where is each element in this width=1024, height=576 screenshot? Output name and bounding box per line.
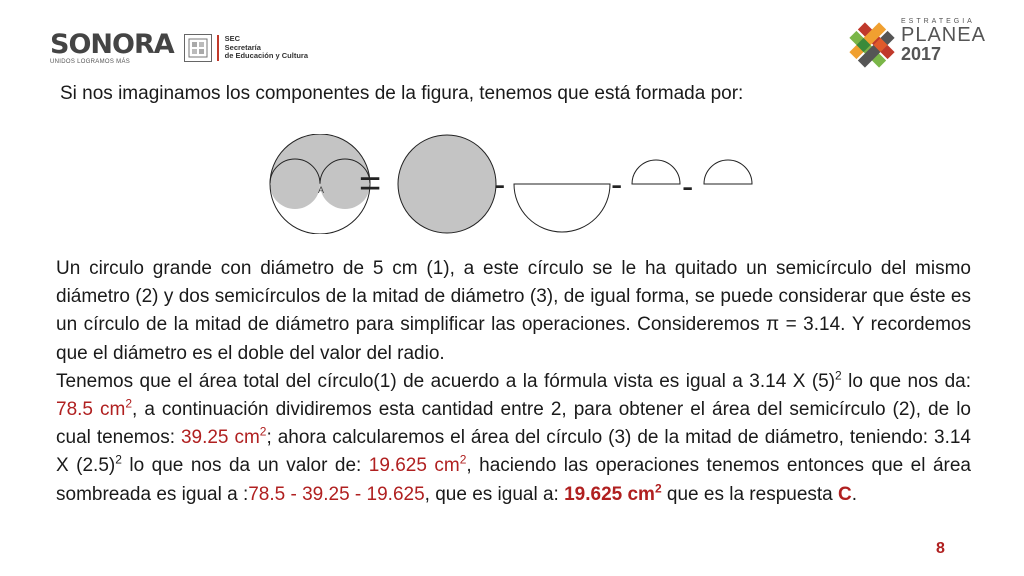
planea-year: 2017 [901,44,942,64]
value-semicircle-area: 39.25 $cm^2$ [180,424,267,449]
intro-text: Si nos imaginamos los componentes de la figura, tenemos que está formada por: [60,83,744,104]
sec-logo-text [225,35,308,61]
large-semicircle [514,184,610,232]
minus-sign-3: - [682,168,694,206]
page-number: 8 [936,540,945,557]
shaded-figure [270,134,370,234]
operation-expression: 78.5 - 39.25 - 19.625 [248,483,425,505]
small-semicircle-2 [704,160,752,184]
planea-estrategia: ESTRATEGIA [901,18,975,25]
paragraph-2: Tenemos que el área total del círculo(1) de acuerdo a la fórmula vista es igual a 3.14 X $(5)^2$ lo que nos da: 78.5 $cm^2$, a continuación dividiremos esta cantidad entre 2, para obtener el área del semicírculo (2), de lo cual tenemos: 39.25 $cm^2$; ahora calcularemos el área del círculo (3) de la mitad de diámetro, teniendo: 3.14 X $(2.5)^2$ lo que nos da un valor de: 19.625 $cm^2$, haciendo las operaciones tenemos entonces que el área sombreada es igual a :78.5 - 39.25 - 19.625, que es igual a: 19.625 $cm^2$ que es la respuesta C. [56,368,971,505]
final-result: 19.625 $cm^2$ [564,481,662,505]
sonora-logo [50,31,174,65]
sec-label: SEC [224,34,241,44]
composition-figure [264,134,764,234]
point-label: A [318,185,325,195]
logo-separator [217,35,219,61]
sec-educacion-cultura: de Educación y Cultura [224,51,308,61]
explanation-body [56,255,971,509]
full-circle [398,135,496,233]
answer-letter: C [838,483,852,505]
sonora-wordmark: SONORA [50,29,174,60]
minus-sign-2: - [611,166,623,204]
sec-secretaria: Secretaría [224,42,261,52]
value-circle-area: 78.5 $cm^2$ [56,396,133,421]
planea-emblem-icon [845,18,899,72]
planea-logo [845,18,985,74]
header-logos [50,28,308,68]
paragraph-1: Un circulo grande con diámetro de 5 cm (1), a este círculo se le ha quitado un semicírculo del mismo diámetro (2) y dos semicírculos de la mitad de diámetro (3), de igual forma, se puede considerar que éste es un círculo de la mitad de diámetro para simplificar las operaciones. Consideremos π = 3.14. Y recordemos que el diámetro es el doble del valor del radio. [56,258,971,364]
equals-sign: = [359,163,382,205]
state-seal-icon [184,34,212,62]
value-small-circle-area: 19.625 $cm^2$ [368,453,467,477]
minus-sign-1: - [494,166,506,204]
sonora-tagline: UNIDOS LOGRAMOS MÁS [50,59,131,65]
small-semicircle-1 [632,160,680,184]
planea-name: PLANEA [901,24,986,46]
